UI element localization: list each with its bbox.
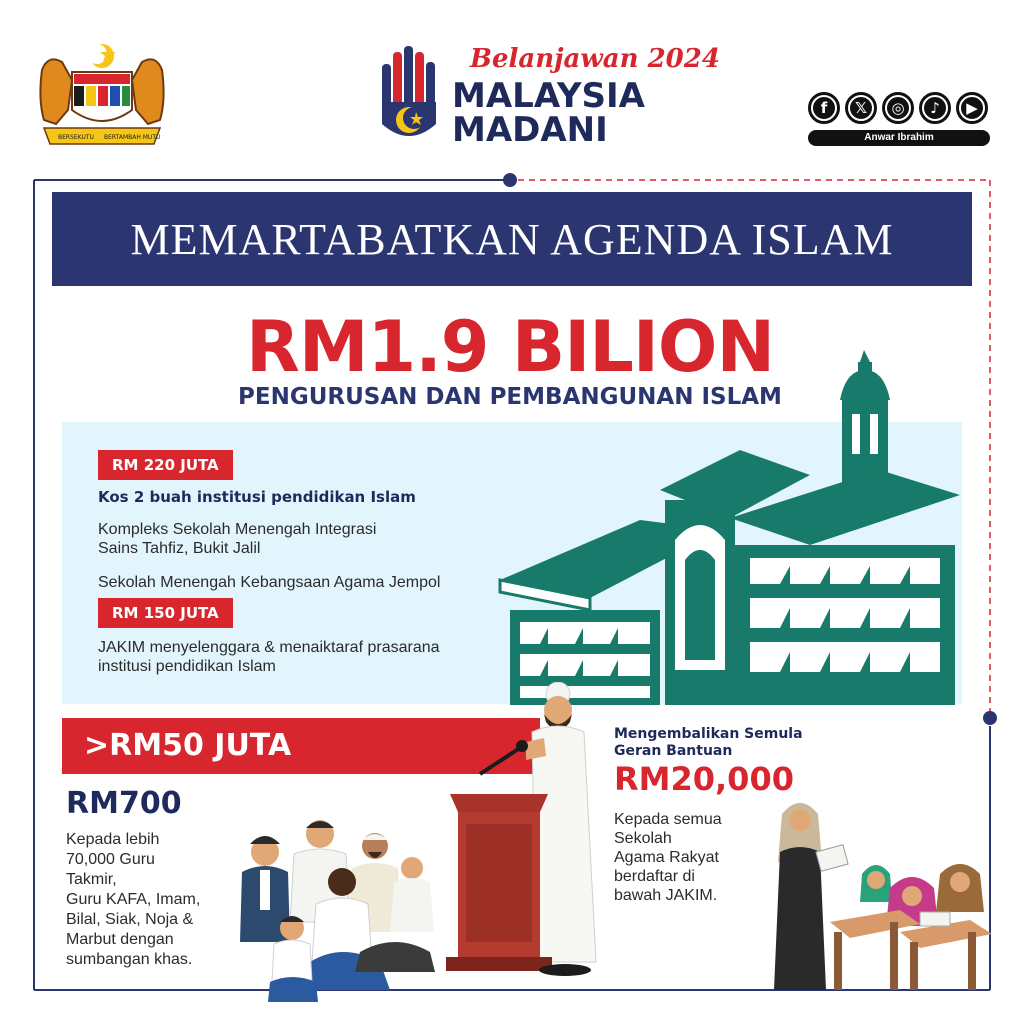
tiktok-icon[interactable] (919, 92, 951, 124)
tag-rm150: RM 150 JUTA (98, 598, 233, 628)
facebook-icon[interactable] (808, 92, 840, 124)
rm50-label: >RM50 JUTA (84, 728, 292, 763)
guru-line: Takmir, (66, 871, 117, 888)
item1-line1: Kompleks Sekolah Menengah Integrasi (98, 521, 377, 538)
headline-subtitle: PENGURUSAN DAN PEMBANGUNAN ISLAM (238, 384, 782, 410)
guru-line: Marbut dengan (66, 931, 174, 948)
guru-line: 70,000 Guru (66, 851, 155, 868)
geran-heading-line1: Mengembalikan Semula (614, 726, 803, 742)
geran-heading-line2: Geran Bantuan (614, 743, 733, 759)
tag2-line2: institusi pendidikan Islam (98, 658, 276, 675)
seated-people-illustration (230, 812, 445, 1007)
mosque-illustration (490, 340, 970, 705)
instagram-glyph: ◎ (885, 95, 911, 121)
guru-line: Guru KAFA, Imam, (66, 891, 201, 908)
facebook-glyph: f (811, 95, 837, 121)
brand-line-2: MADANI (452, 110, 608, 150)
sekolah-line: Kepada semua (614, 811, 722, 828)
sekolah-description (614, 810, 764, 905)
social-links (808, 92, 994, 152)
tag-rm220: RM 220 JUTA (98, 450, 233, 480)
coat-motto-left: BERSEKUTU (58, 134, 94, 141)
brand-line-1: MALAYSIA (452, 76, 645, 116)
tag2-line1: JAKIM menyelenggara & menaiktaraf prasarana (98, 639, 440, 656)
coat-motto-right: BERTAMBAH MUTU (104, 134, 161, 141)
coat-of-arms-logo (34, 40, 170, 148)
rm20000-amount: RM20,000 (614, 760, 794, 798)
speaker-illustration (440, 682, 615, 982)
brand-logo (378, 40, 720, 150)
title-banner (52, 192, 972, 286)
youtube-icon[interactable] (956, 92, 988, 124)
banner-title: MEMARTABATKAN AGENDA ISLAM (130, 214, 894, 264)
youtube-glyph: ▶ (959, 95, 985, 121)
guru-line: Kepada lebih (66, 831, 160, 848)
x-icon[interactable] (845, 92, 877, 124)
item1-line2: Sains Tahfiz, Bukit Jalil (98, 540, 261, 557)
guru-description (66, 830, 236, 970)
geran-heading (614, 726, 854, 760)
tiktok-glyph: ♪ (922, 95, 948, 121)
sekolah-line: Agama Rakyat (614, 849, 719, 866)
sekolah-line: berdaftar di (614, 868, 695, 885)
classroom-illustration (770, 792, 992, 990)
instagram-icon[interactable] (882, 92, 914, 124)
madani-hand-icon (378, 44, 442, 148)
sekolah-line: Sekolah (614, 830, 672, 847)
x-glyph: 𝕏 (848, 95, 874, 121)
sekolah-line: bawah JAKIM. (614, 887, 718, 904)
rm700-amount: RM700 (66, 786, 182, 821)
brand-script-text: Belanjawan 2024 (470, 44, 720, 74)
guru-line: sumbangan khas. (66, 951, 193, 968)
headline-amount: RM1.9 BILION (245, 306, 775, 388)
social-handle: Anwar Ibrahim (808, 130, 990, 146)
item2: Sekolah Menengah Kebangsaan Agama Jempol (98, 574, 441, 591)
tag1-heading: Kos 2 buah institusi pendidikan Islam (98, 488, 416, 506)
guru-line: Bilal, Siak, Noja & (66, 911, 194, 928)
